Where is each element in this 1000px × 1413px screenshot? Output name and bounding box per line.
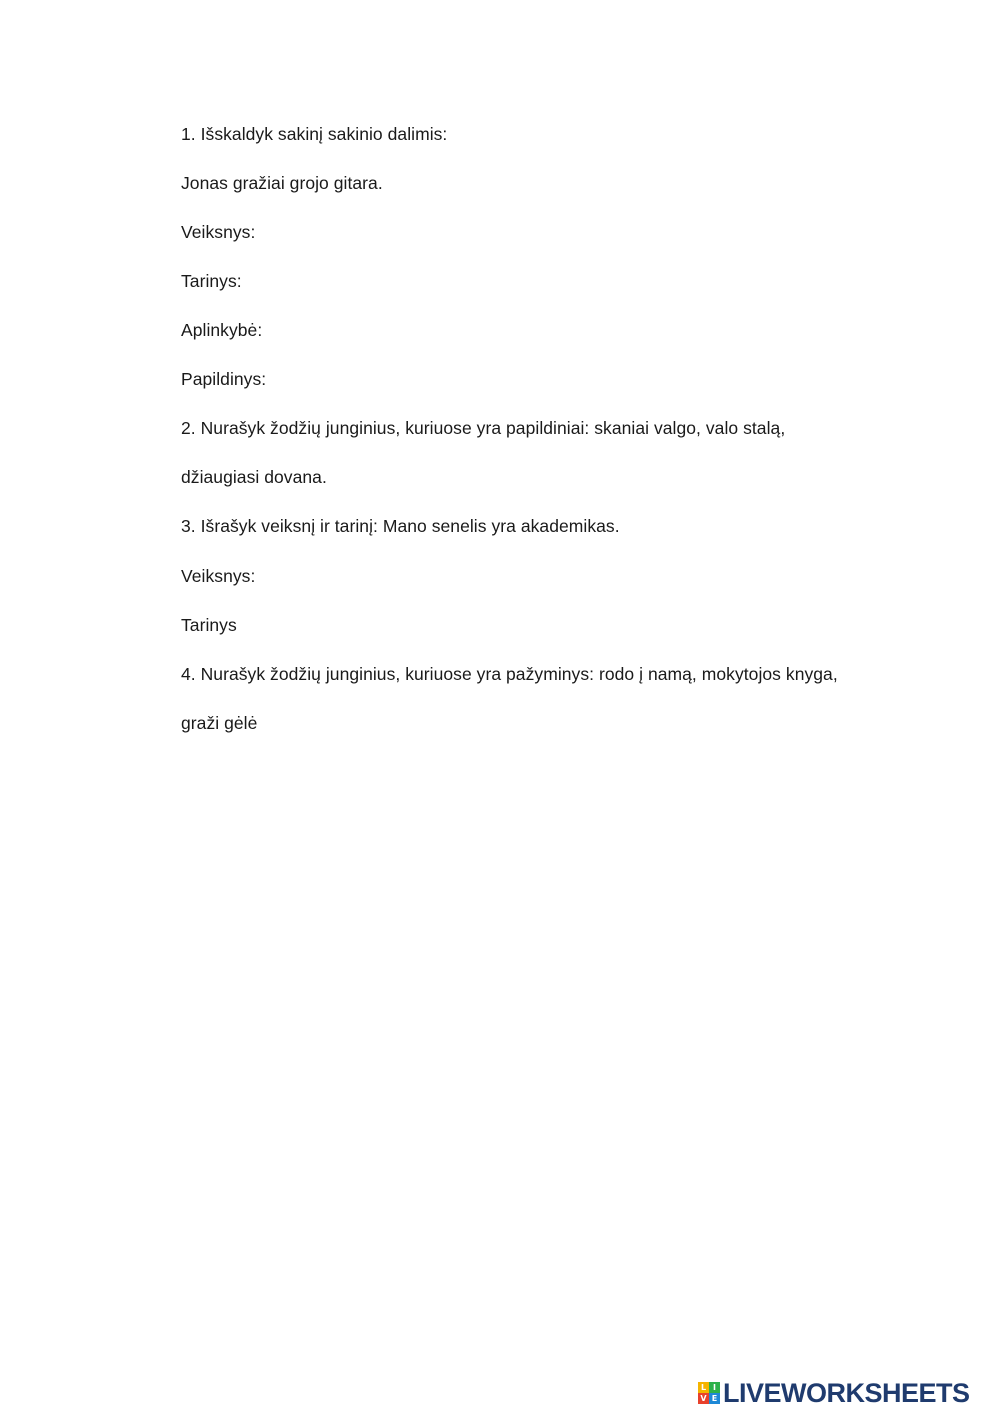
logo-letter-e: E <box>709 1393 720 1404</box>
task-1-predicate-label: Tarinys: <box>181 271 242 291</box>
task-2-instruction-continued: džiaugiasi dovana. <box>181 467 327 487</box>
task-3-predicate-label: Tarinys <box>181 615 237 635</box>
task-4-instruction-continued: graži gėlė <box>181 713 258 733</box>
liveworksheets-logo <box>698 1380 970 1406</box>
task-1-instruction: 1. Išskaldyk sakinį sakinio dalimis: <box>181 124 448 144</box>
task-3-instruction: 3. Išrašyk veiksnį ir tarinį: Mano senelis yra akademikas. <box>181 516 620 536</box>
task-3-subject-label: Veiksnys: <box>181 566 256 586</box>
task-1-subject-label: Veiksnys: <box>181 222 256 242</box>
live-blocks-icon <box>698 1382 720 1404</box>
logo-letter-i: I <box>709 1382 720 1393</box>
task-1-object-label: Papildinys: <box>181 369 267 389</box>
logo-letter-l: L <box>698 1382 709 1393</box>
task-1-adverbial-label: Aplinkybė: <box>181 320 263 340</box>
brand-wordmark: LIVEWORKSHEETS <box>723 1378 970 1408</box>
task-1-sentence: Jonas gražiai grojo gitara. <box>181 173 383 193</box>
task-4-instruction: 4. Nurašyk žodžių junginius, kuriuose yra pažyminys: rodo į namą, mokytojos knyga, <box>181 664 838 684</box>
task-2-instruction: 2. Nurašyk žodžių junginius, kuriuose yra papildiniai: skaniai valgo, valo stalą, <box>181 418 786 438</box>
logo-letter-v: V <box>698 1393 709 1404</box>
